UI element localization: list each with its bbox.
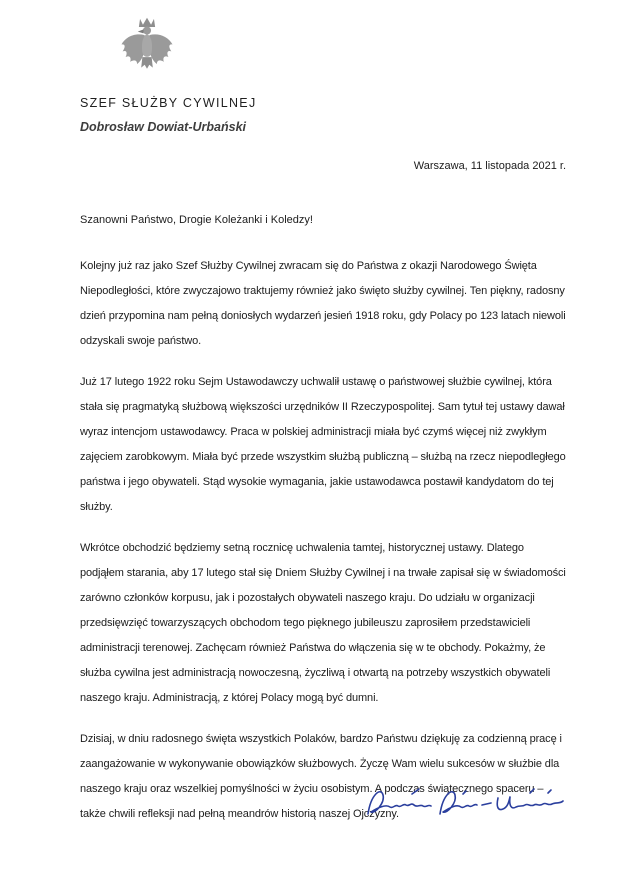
paragraph-3: Wkrótce obchodzić będziemy setną rocznicę uchwalenia tamtej, historycznej ustawy. Dlatego podjąłem starania, aby 17 lutego stał się Dniem Służby Cywilnej i na trwałe zapisał się w świadomości zarówno członków korpusu, jak i pozostałych obywateli naszego kraju. Do udziału w organizacji przedsięwzięć towarzyszących obchodom tego pięknego jubileuszu zaprosiłem przedstawicieli administracji terenowej. Zachęcam również Państwa do włączenia się w te obchody. Pokażmy, że służba cywilna jest administracją nowoczesną, życzliwą i otwartą na potrzeby wszystkich obywateli naszego kraju. Administracją, z której Polacy mogą być dumni. bbox=[80, 542, 566, 704]
handwritten-signature bbox=[362, 780, 567, 828]
polish-eagle-emblem-icon bbox=[118, 14, 176, 76]
paragraph-4: Dzisiaj, w dniu radosnego święta wszystkich Polaków, bardzo Państwu dziękuję za codzienną pracę i zaangażowanie w wykonywanie obowiązków służbowych. Życzę Wam wielu sukcesów w służbie dla naszego kraju oraz wszelkiej pomyślności w życiu osobistym. A podczas świątecznego spaceru – także chwili refleksji nad pełną meandrów historią naszej Ojczyzny. bbox=[80, 733, 562, 820]
salutation: Szanowni Państwo, Drogie Koleżanki i Koledzy! bbox=[80, 214, 313, 226]
paragraph-1: Kolejny już raz jako Szef Służby Cywilnej zwracam się do Państwa z okazji Narodowego Święta Niepodległości, które zwyczajowo traktujemy również jako święto służby cywilnej. Ten piękny, radosny dzień przypomina nam pełną doniosłych wydarzeń jesień 1918 roku, gdy Polacy po 123 latach niewoli odzyskali swoje państwo. bbox=[80, 260, 566, 347]
paragraph-2: Już 17 lutego 1922 roku Sejm Ustawodawczy uchwalił ustawę o państwowej służbie cywilnej, która stała się pragmatyką służbową większości urzędników II Rzeczypospolitej. Sam tytuł tej ustawy dawał wyraz intencjom ustawodawcy. Praca w polskiej administracji miała być czymś więcej niż zwykłym zajęciem zarobkowym. Miała być przede wszystkim służbą publiczną – służbą na rzecz niepodległego państwa i jego obywateli. Stąd wysokie wymagania, jakie ustawodawca postawił kandydatom do tej służby. bbox=[80, 376, 566, 513]
sender-title: SZEF SŁUŻBY CYWILNEJ bbox=[80, 96, 257, 110]
dateline: Warszawa, 11 listopada 2021 r. bbox=[413, 160, 566, 172]
sender-name: Dobrosław Dowiat-Urbański bbox=[80, 120, 246, 134]
